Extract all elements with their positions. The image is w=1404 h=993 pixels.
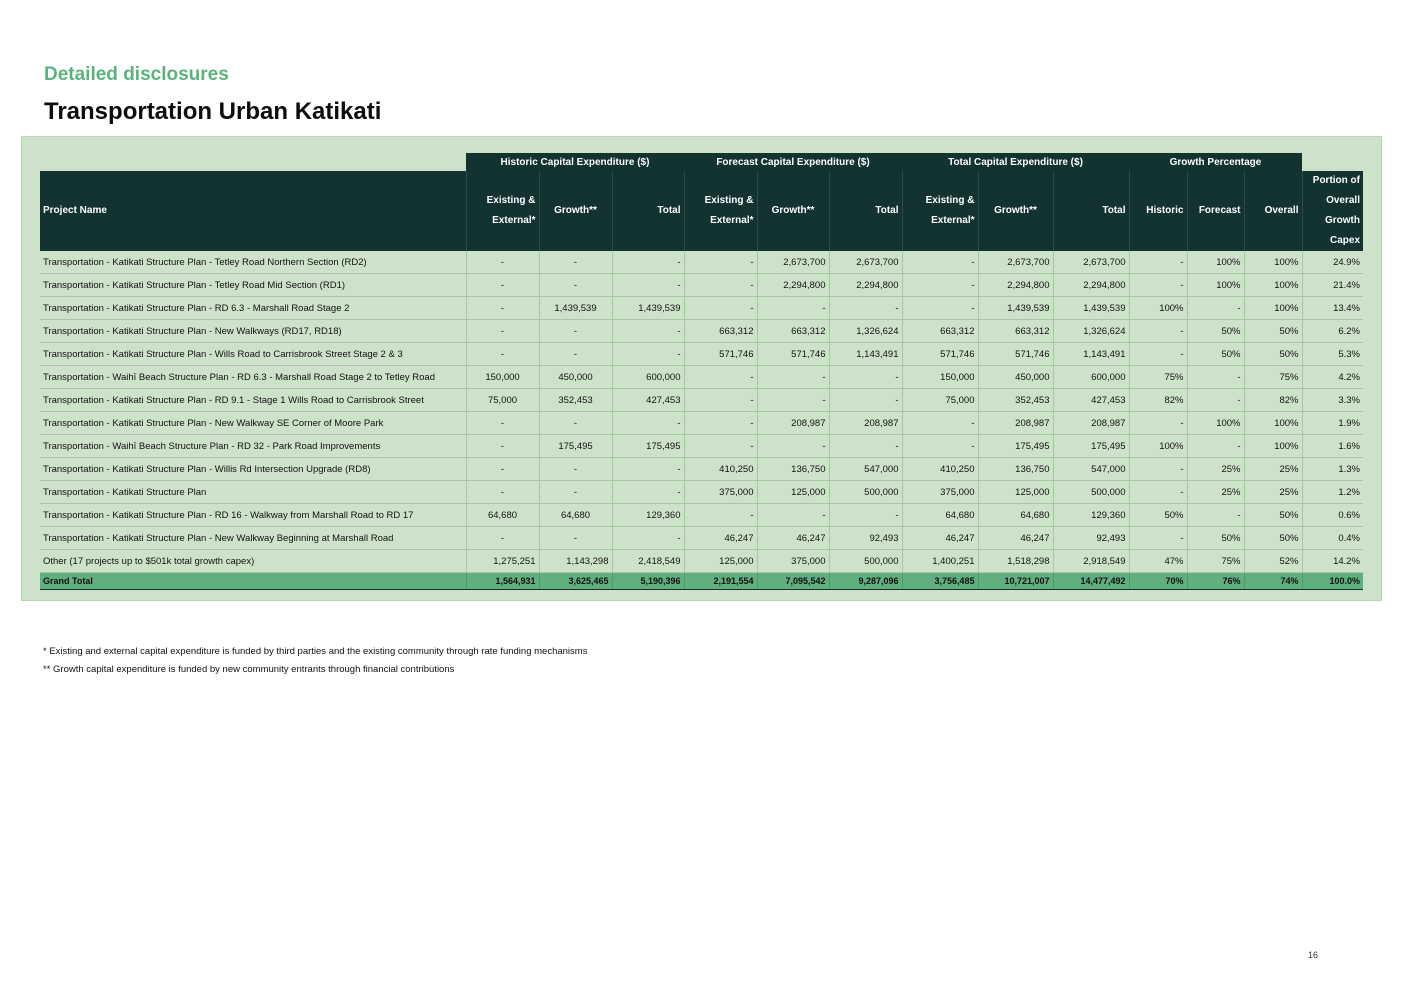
cell-pct-forecast: 100% xyxy=(1187,274,1244,297)
cell-forecast-growth: 46,247 xyxy=(757,527,829,550)
cell-total-growth: 663,312 xyxy=(978,320,1053,343)
table-row xyxy=(40,527,1363,550)
total-label: Grand Total xyxy=(40,573,466,590)
cell-pct-forecast: - xyxy=(1187,504,1244,527)
cell-total-existing: 75,000 xyxy=(902,389,978,412)
col-forecast-growth: Growth** xyxy=(757,171,829,251)
cell-forecast-growth: 136,750 xyxy=(757,458,829,481)
cell-forecast-existing: 663,312 xyxy=(684,320,757,343)
capex-table xyxy=(40,153,1363,590)
cell-forecast-total: 2,294,800 xyxy=(829,274,902,297)
col-forecast-existing: Existing & External* xyxy=(684,171,757,251)
total-pct-overall: 74% xyxy=(1244,573,1302,590)
cell-forecast-total: 92,493 xyxy=(829,527,902,550)
cell-forecast-total: 500,000 xyxy=(829,550,902,573)
cell-historic-existing: 1,275,251 xyxy=(466,550,539,573)
cell-forecast-growth: - xyxy=(757,297,829,320)
cell-historic-total: 600,000 xyxy=(612,366,684,389)
cell-pct-forecast: - xyxy=(1187,366,1244,389)
cell-historic-existing: - xyxy=(466,251,539,274)
col-historic-growth: Growth** xyxy=(539,171,612,251)
column-header-row xyxy=(40,171,1363,251)
group-header-blank-end xyxy=(1302,153,1363,171)
cell-portion: 13.4% xyxy=(1302,297,1363,320)
cell-portion: 14.2% xyxy=(1302,550,1363,573)
cell-forecast-growth: 571,746 xyxy=(757,343,829,366)
table-row xyxy=(40,550,1363,573)
table-row xyxy=(40,366,1363,389)
cell-pct-overall: 75% xyxy=(1244,366,1302,389)
cell-historic-total: - xyxy=(612,274,684,297)
cell-pct-overall: 50% xyxy=(1244,504,1302,527)
cell-forecast-total: 208,987 xyxy=(829,412,902,435)
cell-portion: 1.9% xyxy=(1302,412,1363,435)
cell-project-name: Transportation - Katikati Structure Plan - RD 6.3 - Marshall Road Stage 2 xyxy=(40,297,466,320)
cell-total-total: 427,453 xyxy=(1053,389,1129,412)
cell-historic-growth: - xyxy=(539,343,612,366)
cell-total-existing: 663,312 xyxy=(902,320,978,343)
cell-total-total: 1,326,624 xyxy=(1053,320,1129,343)
cell-pct-historic: - xyxy=(1129,343,1187,366)
cell-total-growth: 450,000 xyxy=(978,366,1053,389)
table-row xyxy=(40,458,1363,481)
cell-forecast-total: - xyxy=(829,297,902,320)
total-historic-growth: 3,625,465 xyxy=(539,573,612,590)
cell-total-existing: - xyxy=(902,274,978,297)
cell-historic-existing: - xyxy=(466,274,539,297)
cell-historic-total: 175,495 xyxy=(612,435,684,458)
cell-pct-overall: 100% xyxy=(1244,435,1302,458)
cell-project-name: Transportation - Waihī Beach Structure Plan - RD 32 - Park Road Improvements xyxy=(40,435,466,458)
cell-forecast-existing: - xyxy=(684,435,757,458)
cell-total-existing: - xyxy=(902,412,978,435)
cell-project-name: Other (17 projects up to $501k total growth capex) xyxy=(40,550,466,573)
cell-project-name: Transportation - Waihī Beach Structure Plan - RD 6.3 - Marshall Road Stage 2 to Tetley Road xyxy=(40,366,466,389)
cell-pct-overall: 25% xyxy=(1244,458,1302,481)
cell-total-total: 2,673,700 xyxy=(1053,251,1129,274)
cell-historic-total: - xyxy=(612,481,684,504)
cell-forecast-growth: - xyxy=(757,389,829,412)
cell-historic-growth: - xyxy=(539,320,612,343)
cell-pct-forecast: - xyxy=(1187,435,1244,458)
cell-forecast-existing: 375,000 xyxy=(684,481,757,504)
cell-total-existing: - xyxy=(902,297,978,320)
table-row xyxy=(40,412,1363,435)
cell-historic-existing: - xyxy=(466,343,539,366)
cell-total-existing: 571,746 xyxy=(902,343,978,366)
cell-total-total: 500,000 xyxy=(1053,481,1129,504)
cell-project-name: Transportation - Katikati Structure Plan - Tetley Road Mid Section (RD1) xyxy=(40,274,466,297)
cell-historic-growth: - xyxy=(539,274,612,297)
cell-total-existing: 150,000 xyxy=(902,366,978,389)
cell-pct-forecast: 100% xyxy=(1187,412,1244,435)
cell-pct-historic: - xyxy=(1129,320,1187,343)
cell-historic-growth: - xyxy=(539,458,612,481)
cell-pct-forecast: 25% xyxy=(1187,481,1244,504)
group-header-total: Total Capital Expenditure ($) xyxy=(902,153,1129,171)
cell-forecast-total: 1,326,624 xyxy=(829,320,902,343)
cell-project-name: Transportation - Katikati Structure Plan - New Walkway Beginning at Marshall Road xyxy=(40,527,466,550)
cell-pct-historic: 75% xyxy=(1129,366,1187,389)
cell-total-existing: 375,000 xyxy=(902,481,978,504)
cell-total-total: 2,294,800 xyxy=(1053,274,1129,297)
cell-project-name: Transportation - Katikati Structure Plan xyxy=(40,481,466,504)
col-total-total: Total xyxy=(1053,171,1129,251)
cell-pct-historic: - xyxy=(1129,527,1187,550)
table-row xyxy=(40,481,1363,504)
page-number: 16 xyxy=(1308,950,1319,960)
table-row xyxy=(40,274,1363,297)
cell-pct-forecast: 75% xyxy=(1187,550,1244,573)
group-header-historic: Historic Capital Expenditure ($) xyxy=(466,153,684,171)
cell-total-growth: 208,987 xyxy=(978,412,1053,435)
cell-total-growth: 64,680 xyxy=(978,504,1053,527)
cell-historic-growth: - xyxy=(539,481,612,504)
cell-historic-existing: 75,000 xyxy=(466,389,539,412)
cell-portion: 1.2% xyxy=(1302,481,1363,504)
cell-total-growth: 2,673,700 xyxy=(978,251,1053,274)
cell-total-total: 208,987 xyxy=(1053,412,1129,435)
cell-total-total: 92,493 xyxy=(1053,527,1129,550)
cell-total-growth: 1,439,539 xyxy=(978,297,1053,320)
cell-total-existing: - xyxy=(902,435,978,458)
total-total-existing: 3,756,485 xyxy=(902,573,978,590)
cell-forecast-total: 500,000 xyxy=(829,481,902,504)
col-total-growth: Growth** xyxy=(978,171,1053,251)
cell-total-existing: 410,250 xyxy=(902,458,978,481)
cell-total-growth: 1,518,298 xyxy=(978,550,1053,573)
table-row xyxy=(40,504,1363,527)
group-header-blank xyxy=(40,153,466,171)
cell-pct-overall: 100% xyxy=(1244,274,1302,297)
cell-total-growth: 125,000 xyxy=(978,481,1053,504)
total-pct-historic: 70% xyxy=(1129,573,1187,590)
group-header-forecast: Forecast Capital Expenditure ($) xyxy=(684,153,902,171)
cell-forecast-growth: - xyxy=(757,435,829,458)
cell-pct-overall: 50% xyxy=(1244,343,1302,366)
total-forecast-total: 9,287,096 xyxy=(829,573,902,590)
cell-pct-historic: - xyxy=(1129,458,1187,481)
cell-historic-existing: - xyxy=(466,527,539,550)
cell-total-growth: 2,294,800 xyxy=(978,274,1053,297)
grand-total-row xyxy=(40,573,1363,590)
col-historic-existing: Existing & External* xyxy=(466,171,539,251)
cell-pct-forecast: 50% xyxy=(1187,343,1244,366)
table-row xyxy=(40,297,1363,320)
cell-portion: 0.6% xyxy=(1302,504,1363,527)
cell-forecast-total: 547,000 xyxy=(829,458,902,481)
cell-forecast-total: - xyxy=(829,389,902,412)
cell-total-growth: 352,453 xyxy=(978,389,1053,412)
cell-total-growth: 571,746 xyxy=(978,343,1053,366)
cell-forecast-total: 2,673,700 xyxy=(829,251,902,274)
cell-pct-overall: 100% xyxy=(1244,412,1302,435)
cell-total-existing: - xyxy=(902,251,978,274)
cell-total-total: 547,000 xyxy=(1053,458,1129,481)
cell-forecast-growth: 375,000 xyxy=(757,550,829,573)
cell-pct-historic: - xyxy=(1129,251,1187,274)
cell-forecast-total: - xyxy=(829,366,902,389)
cell-pct-forecast: 25% xyxy=(1187,458,1244,481)
cell-total-growth: 175,495 xyxy=(978,435,1053,458)
cell-total-growth: 136,750 xyxy=(978,458,1053,481)
cell-portion: 24.9% xyxy=(1302,251,1363,274)
cell-historic-growth: - xyxy=(539,412,612,435)
table-row xyxy=(40,435,1363,458)
cell-historic-total: - xyxy=(612,320,684,343)
cell-pct-historic: 50% xyxy=(1129,504,1187,527)
cell-pct-historic: - xyxy=(1129,412,1187,435)
cell-historic-growth: 1,143,298 xyxy=(539,550,612,573)
total-portion: 100.0% xyxy=(1302,573,1363,590)
cell-pct-overall: 100% xyxy=(1244,251,1302,274)
col-project-name: Project Name xyxy=(40,171,466,251)
col-pct-historic: Historic xyxy=(1129,171,1187,251)
cell-pct-overall: 50% xyxy=(1244,320,1302,343)
footnote-existing: * Existing and external capital expenditure is funded by third parties and the existing community through rate funding mechanisms xyxy=(43,646,588,657)
cell-project-name: Transportation - Katikati Structure Plan - New Walkway SE Corner of Moore Park xyxy=(40,412,466,435)
cell-historic-existing: 150,000 xyxy=(466,366,539,389)
cell-historic-growth: 352,453 xyxy=(539,389,612,412)
cell-total-total: 1,143,491 xyxy=(1053,343,1129,366)
cell-project-name: Transportation - Katikati Structure Plan - New Walkways (RD17, RD18) xyxy=(40,320,466,343)
cell-historic-total: - xyxy=(612,251,684,274)
col-historic-total: Total xyxy=(612,171,684,251)
cell-pct-forecast: 50% xyxy=(1187,527,1244,550)
cell-forecast-existing: 571,746 xyxy=(684,343,757,366)
cell-pct-overall: 52% xyxy=(1244,550,1302,573)
cell-historic-total: - xyxy=(612,527,684,550)
cell-forecast-total: - xyxy=(829,435,902,458)
cell-forecast-existing: - xyxy=(684,504,757,527)
cell-forecast-existing: - xyxy=(684,389,757,412)
cell-historic-total: - xyxy=(612,343,684,366)
cell-total-total: 2,918,549 xyxy=(1053,550,1129,573)
cell-historic-growth: 1,439,539 xyxy=(539,297,612,320)
footnote-growth: ** Growth capital expenditure is funded by new community entrants through financial contributions xyxy=(43,664,455,675)
cell-forecast-growth: - xyxy=(757,366,829,389)
cell-project-name: Transportation - Katikati Structure Plan - Tetley Road Northern Section (RD2) xyxy=(40,251,466,274)
cell-total-total: 175,495 xyxy=(1053,435,1129,458)
cell-historic-total: 129,360 xyxy=(612,504,684,527)
cell-historic-existing: - xyxy=(466,412,539,435)
cell-historic-total: 2,418,549 xyxy=(612,550,684,573)
cell-historic-total: 1,439,539 xyxy=(612,297,684,320)
cell-forecast-existing: 125,000 xyxy=(684,550,757,573)
cell-pct-forecast: - xyxy=(1187,297,1244,320)
cell-portion: 5.3% xyxy=(1302,343,1363,366)
cell-forecast-growth: 125,000 xyxy=(757,481,829,504)
cell-historic-growth: 64,680 xyxy=(539,504,612,527)
cell-total-growth: 46,247 xyxy=(978,527,1053,550)
cell-forecast-existing: - xyxy=(684,412,757,435)
col-portion: Portion of Overall Growth Capex xyxy=(1302,171,1363,251)
cell-forecast-existing: - xyxy=(684,366,757,389)
cell-pct-forecast: 50% xyxy=(1187,320,1244,343)
cell-total-existing: 46,247 xyxy=(902,527,978,550)
cell-historic-growth: - xyxy=(539,251,612,274)
cell-pct-historic: 100% xyxy=(1129,297,1187,320)
cell-pct-overall: 100% xyxy=(1244,297,1302,320)
table-row xyxy=(40,389,1363,412)
total-total-growth: 10,721,007 xyxy=(978,573,1053,590)
cell-historic-existing: - xyxy=(466,458,539,481)
cell-portion: 6.2% xyxy=(1302,320,1363,343)
cell-forecast-growth: 663,312 xyxy=(757,320,829,343)
col-total-existing: Existing & External* xyxy=(902,171,978,251)
total-forecast-growth: 7,095,542 xyxy=(757,573,829,590)
cell-pct-historic: 100% xyxy=(1129,435,1187,458)
cell-total-existing: 1,400,251 xyxy=(902,550,978,573)
cell-project-name: Transportation - Katikati Structure Plan - Wills Road to Carrisbrook Street Stage 2 & 3 xyxy=(40,343,466,366)
cell-historic-total: 427,453 xyxy=(612,389,684,412)
table-row xyxy=(40,251,1363,274)
total-historic-existing: 1,564,931 xyxy=(466,573,539,590)
col-forecast-total: Total xyxy=(829,171,902,251)
cell-project-name: Transportation - Katikati Structure Plan - RD 16 - Walkway from Marshall Road to RD 17 xyxy=(40,504,466,527)
cell-historic-existing: - xyxy=(466,435,539,458)
total-forecast-existing: 2,191,554 xyxy=(684,573,757,590)
cell-pct-historic: 47% xyxy=(1129,550,1187,573)
cell-forecast-growth: 208,987 xyxy=(757,412,829,435)
col-pct-forecast: Forecast xyxy=(1187,171,1244,251)
total-total-total: 14,477,492 xyxy=(1053,573,1129,590)
cell-portion: 1.6% xyxy=(1302,435,1363,458)
cell-forecast-existing: - xyxy=(684,251,757,274)
cell-historic-growth: - xyxy=(539,527,612,550)
cell-portion: 4.2% xyxy=(1302,366,1363,389)
cell-pct-overall: 82% xyxy=(1244,389,1302,412)
group-header-growth: Growth Percentage xyxy=(1129,153,1302,171)
cell-portion: 1.3% xyxy=(1302,458,1363,481)
cell-total-total: 129,360 xyxy=(1053,504,1129,527)
cell-historic-existing: - xyxy=(466,481,539,504)
cell-forecast-existing: 46,247 xyxy=(684,527,757,550)
cell-forecast-growth: 2,673,700 xyxy=(757,251,829,274)
cell-project-name: Transportation - Katikati Structure Plan - Willis Rd Intersection Upgrade (RD8) xyxy=(40,458,466,481)
cell-forecast-existing: - xyxy=(684,297,757,320)
cell-pct-historic: - xyxy=(1129,274,1187,297)
cell-historic-growth: 175,495 xyxy=(539,435,612,458)
table-row xyxy=(40,343,1363,366)
cell-historic-total: - xyxy=(612,458,684,481)
cell-forecast-growth: - xyxy=(757,504,829,527)
page-title: Transportation Urban Katikati xyxy=(44,98,382,125)
cell-portion: 21.4% xyxy=(1302,274,1363,297)
section-kicker: Detailed disclosures xyxy=(44,64,229,85)
cell-total-total: 1,439,539 xyxy=(1053,297,1129,320)
cell-forecast-total: 1,143,491 xyxy=(829,343,902,366)
cell-forecast-existing: - xyxy=(684,274,757,297)
cell-forecast-growth: 2,294,800 xyxy=(757,274,829,297)
table-row xyxy=(40,320,1363,343)
total-historic-total: 5,190,396 xyxy=(612,573,684,590)
group-header-row xyxy=(40,153,1363,171)
footnotes xyxy=(43,643,587,679)
cell-historic-existing: - xyxy=(466,297,539,320)
cell-portion: 0.4% xyxy=(1302,527,1363,550)
total-pct-forecast: 76% xyxy=(1187,573,1244,590)
cell-forecast-total: - xyxy=(829,504,902,527)
cell-pct-forecast: - xyxy=(1187,389,1244,412)
cell-total-total: 600,000 xyxy=(1053,366,1129,389)
cell-pct-overall: 25% xyxy=(1244,481,1302,504)
cell-total-existing: 64,680 xyxy=(902,504,978,527)
cell-historic-existing: 64,680 xyxy=(466,504,539,527)
cell-historic-existing: - xyxy=(466,320,539,343)
cell-historic-total: - xyxy=(612,412,684,435)
cell-pct-historic: - xyxy=(1129,481,1187,504)
cell-project-name: Transportation - Katikati Structure Plan - RD 9.1 - Stage 1 Wills Road to Carrisbrook Street xyxy=(40,389,466,412)
cell-pct-forecast: 100% xyxy=(1187,251,1244,274)
col-pct-overall: Overall xyxy=(1244,171,1302,251)
cell-portion: 3.3% xyxy=(1302,389,1363,412)
cell-forecast-existing: 410,250 xyxy=(684,458,757,481)
cell-historic-growth: 450,000 xyxy=(539,366,612,389)
cell-pct-overall: 50% xyxy=(1244,527,1302,550)
cell-pct-historic: 82% xyxy=(1129,389,1187,412)
